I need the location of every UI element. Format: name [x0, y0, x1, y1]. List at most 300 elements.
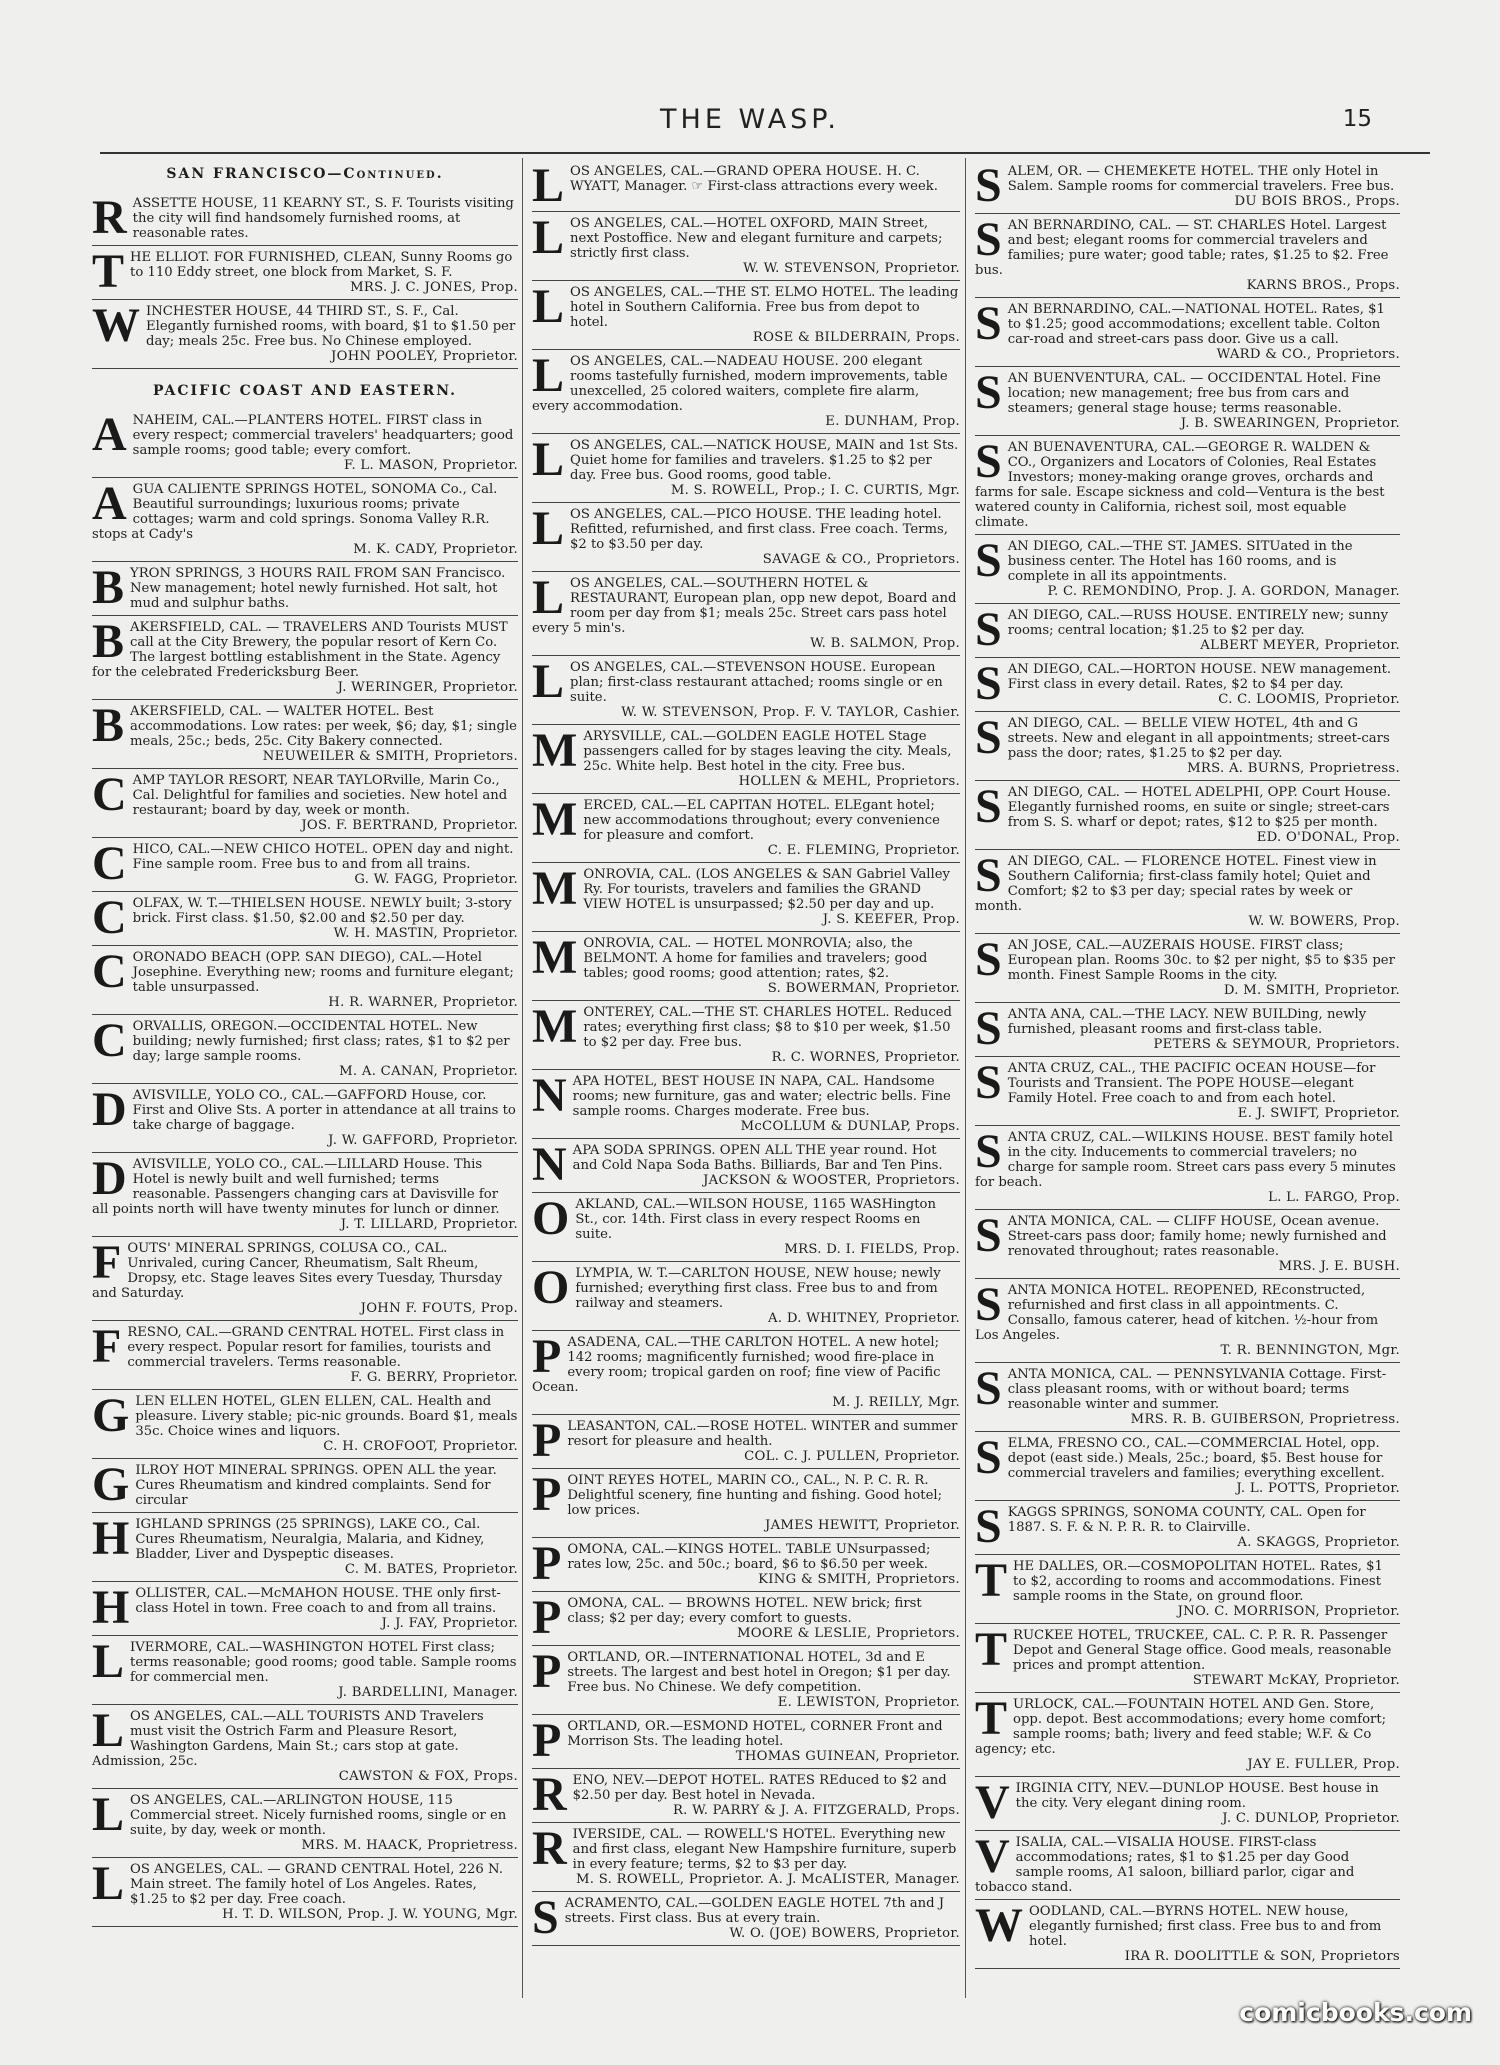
proprietor: W. B. SALMON, Prop.: [810, 636, 960, 651]
proprietor: D. M. SMITH, Proprietor.: [1223, 983, 1400, 998]
proprietor: STEWART McKAY, Proprietor.: [1192, 1673, 1400, 1688]
proprietor: J. T. LILLARD, Proprietor.: [340, 1217, 518, 1232]
listing-text: OMONA, CAL. — BROWNS HOTEL. NEW brick; first class; $2 per day; every comfort to guests.: [567, 1596, 922, 1626]
hotel-listing: [975, 160, 1400, 214]
listing-text: ORTLAND, OR.—INTERNATIONAL HOTEL, 3d and E streets. The largest and best hotel in Oregon; $1 per day. Free bus. No Chinese. We defy competition.: [567, 1650, 951, 1695]
hotel-listing: [532, 1715, 960, 1769]
proprietor: C. H. CROFOOT, Proprietor.: [323, 1439, 518, 1454]
drop-cap: L: [532, 434, 565, 486]
drop-cap: P: [532, 1415, 562, 1467]
listing-text: GUA CALIENTE SPRINGS HOTEL, SONOMA Co., Cal. Beautiful surroundings; luxurious rooms; private cottages; warm and cold springs. Sonoma Valley R.R. stops at Cady's: [92, 482, 498, 542]
listing-text: OINT REYES HOTEL, MARIN CO., CAL., N. P. C. R. R. Delightful scenery, fine hunting and fishing. Good hotel; low prices.: [567, 1473, 943, 1518]
listing-text: AN DIEGO, CAL. — BELLE VIEW HOTEL, 4th and G streets. New and elegant in all appointments; street-cars pass the door; rates, $1.25 to $2 per day.: [1007, 716, 1390, 761]
listing-text: AN BERNARDINO, CAL. — ST. CHARLES Hotel. Largest and best; elegant rooms for commercial travelers and families; pure water; good table; rates, $1.25 to $2. Free bus.: [975, 218, 1389, 278]
drop-cap: F: [92, 1321, 122, 1373]
hotel-listing: [975, 1693, 1400, 1777]
listing-text: ALEM, OR. — CHEMEKETE HOTEL. THE only Hotel in Salem. Sample rooms for commercial travelers. Free bus.: [1007, 164, 1395, 194]
hotel-listing: [975, 535, 1400, 604]
listing-text: ENO, NEV.—DEPOT HOTEL. RATES REduced to $2 and $2.50 per day. Best hotel in Nevada.: [572, 1773, 947, 1803]
hotel-listing: [975, 934, 1400, 1003]
drop-cap: P: [532, 1592, 562, 1644]
hotel-listing: [92, 1015, 518, 1084]
drop-cap: B: [92, 616, 125, 668]
listing-text: LEASANTON, CAL.—ROSE HOTEL. WINTER and summer resort for pleasure and health.: [567, 1419, 958, 1449]
hotel-listing: [532, 212, 960, 281]
column-divider: [522, 158, 523, 1998]
drop-cap: S: [975, 712, 1002, 764]
drop-cap: L: [92, 1858, 125, 1910]
proprietor: MRS. D. I. FIELDS, Prop.: [784, 1242, 960, 1257]
hotel-listing: [975, 1003, 1400, 1057]
listing-text: AMP TAYLOR RESORT, NEAR TAYLORville, Marin Co., Cal. Delightful for families and societies. New hotel and restaurant; board by day, week or month.: [132, 773, 508, 818]
listing-text: OODLAND, CAL.—BYRNS HOTEL. NEW house, elegantly furnished; first class. Free bus to and from hotel.: [1029, 1904, 1382, 1949]
listing-text: OS ANGELES, CAL.—GRAND OPERA HOUSE. H. C. WYATT, Manager. ☞ First-class attractions every week.: [570, 164, 938, 194]
drop-cap: L: [532, 350, 565, 402]
listing-text: APA HOTEL, BEST HOUSE IN NAPA, CAL. Handsome rooms; new furniture, gas and water; electric bells. Fine sample rooms. Charges moderate. Free bus.: [572, 1074, 951, 1119]
listing-text: LYMPIA, W. T.—CARLTON HOUSE, NEW house; newly furnished; everything first class. Free bus to and from railway and steamers.: [575, 1266, 941, 1311]
drop-cap: S: [975, 934, 1002, 986]
hotel-listing: [532, 1646, 960, 1715]
page-header: [0, 104, 1500, 144]
proprietor: MOORE & LESLIE, Proprietors.: [737, 1626, 960, 1641]
hotel-listing: [532, 1892, 960, 1946]
proprietor: A. SKAGGS, Proprietor.: [1237, 1535, 1400, 1550]
drop-cap: V: [975, 1777, 1010, 1829]
proprietor: M. J. REILLY, Mgr.: [832, 1395, 960, 1410]
header-rule: [100, 152, 1430, 154]
hotel-listing: [532, 1823, 960, 1892]
pacific-listings: [92, 409, 518, 1927]
drop-cap: S: [975, 436, 1002, 488]
drop-cap: L: [532, 503, 565, 555]
drop-cap: S: [975, 781, 1002, 833]
listing-text: HE ELLIOT. FOR FURNISHED, CLEAN, Sunny Rooms go to 110 Eddy street, one block from Market, S. F.: [130, 250, 513, 280]
hotel-listing: [92, 1237, 518, 1321]
listing-text: AVISVILLE, YOLO CO., CAL.—GAFFORD House, cor. First and Olive Sts. A porter in attendance at all trains to take charge of baggage.: [132, 1088, 516, 1133]
hotel-listing: [92, 409, 518, 478]
proprietor: CAWSTON & FOX, Props.: [338, 1769, 518, 1784]
proprietor: THOMAS GUINEAN, Proprietor.: [735, 1749, 960, 1764]
drop-cap: P: [532, 1646, 562, 1698]
listing-text: OS ANGELES, CAL.—PICO HOUSE. THE leading hotel. Refitted, refurnished, and first class. Free coach. Terms, $2 to $3.50 per day.: [570, 507, 948, 552]
drop-cap: B: [92, 700, 125, 752]
listing-text: HICO, CAL.—NEW CHICO HOTEL. OPEN day and night. Fine sample room. Free bus to and from all trains.: [132, 842, 514, 872]
hotel-listing: [532, 281, 960, 350]
hotel-listing: [532, 572, 960, 656]
proprietor: M. S. ROWELL, Prop.; I. C. CURTIS, Mgr.: [670, 483, 960, 498]
drop-cap: C: [92, 769, 127, 821]
hotel-listing: [532, 1070, 960, 1139]
drop-cap: S: [975, 1126, 1002, 1178]
listing-text: AN BUENVENTURA, CAL. — OCCIDENTAL Hotel. Fine location; new management; free bus from cars and steamers; general stage house; terms reasonable.: [1007, 371, 1381, 416]
hotel-listing: [975, 850, 1400, 934]
listing-text: OS ANGELES, CAL.—HOTEL OXFORD, MAIN Street, next Postoffice. New and elegant furniture and carpets; strictly first class.: [570, 216, 943, 261]
hotel-listing: [975, 781, 1400, 850]
proprietor: W. W. STEVENSON, Proprietor.: [743, 261, 960, 276]
listing-text: ACRAMENTO, CAL.—GOLDEN EAGLE HOTEL 7th and J streets. First class. Bus at every train.: [564, 1896, 945, 1926]
drop-cap: G: [92, 1459, 130, 1511]
drop-cap: R: [532, 1823, 567, 1875]
listing-text: ILROY HOT MINERAL SPRINGS. OPEN ALL the year. Cures Rheumatism and kindred complaints. Send for circular: [135, 1463, 497, 1508]
hotel-listing: [975, 1501, 1400, 1555]
proprietor: M. S. ROWELL, Proprietor. A. J. McALISTER, Manager.: [575, 1872, 960, 1887]
proprietor: JAMES HEWITT, Proprietor.: [764, 1518, 960, 1533]
listing-text: ANTA CRUZ, CAL., THE PACIFIC OCEAN HOUSE—for Tourists and Transient. The POPE HOUSE—elegant Family Hotel. Free coach to and from each hotel.: [1007, 1061, 1376, 1106]
listing-text: NAHEIM, CAL.—PLANTERS HOTEL. FIRST class in every respect; commercial travelers' headquarters; good sample rooms; good table; every comfort.: [132, 413, 514, 458]
hotel-listing: [92, 946, 518, 1015]
listing-text: AN DIEGO, CAL.—HORTON HOUSE. NEW management. First class in every detail. Rates, $2 to $4 per day.: [1007, 662, 1392, 692]
drop-cap: H: [92, 1582, 130, 1634]
listing-text: IGHLAND SPRINGS (25 SPRINGS), LAKE CO., Cal. Cures Rheumatism, Neuralgia, Malaria, and Kidney, Bladder, Liver and Dyspeptic diseases.: [135, 1517, 485, 1562]
listings: [975, 160, 1400, 1969]
proprietor: IRA R. DOOLITTLE & SON, Proprietors: [1124, 1949, 1400, 1964]
listing-text: OLLISTER, CAL.—McMAHON HOUSE. THE only first-class Hotel in town. Free coach to and from all trains.: [135, 1586, 501, 1616]
proprietor: NEUWEILER & SMITH, Proprietors.: [262, 749, 518, 764]
hotel-listing: [975, 1210, 1400, 1279]
drop-cap: S: [975, 850, 1002, 902]
drop-cap: L: [532, 212, 565, 264]
listing-text: ELMA, FRESNO CO., CAL.—COMMERCIAL Hotel, opp. depot (east side.) Meals, 25c.; board, $5. Best house for commercial travelers and families; everything excellent.: [1007, 1436, 1385, 1481]
drop-cap: O: [532, 1193, 570, 1245]
drop-cap: S: [975, 1279, 1002, 1331]
hotel-listing: [92, 478, 518, 562]
hotel-listing: [92, 616, 518, 700]
proprietor: J. S. KEEFER, Prop.: [822, 912, 960, 927]
drop-cap: N: [532, 1139, 567, 1191]
drop-cap: D: [92, 1084, 127, 1136]
proprietor: JACKSON & WOOSTER, Proprietors.: [703, 1173, 960, 1188]
page-number: 15: [1342, 106, 1372, 132]
drop-cap: D: [92, 1153, 127, 1205]
proprietor: C. C. LOOMIS, Proprietor.: [1218, 692, 1400, 707]
drop-cap: S: [975, 160, 1002, 212]
listing-text: AN BERNARDINO, CAL.—NATIONAL HOTEL. Rates, $1 to $1.25; good accommodations; excellent table. Colton car-road and street-cars pass door. Give us a call.: [1007, 302, 1385, 347]
drop-cap: C: [92, 1015, 127, 1067]
hotel-listing: [92, 1084, 518, 1153]
proprietor: P. C. REMONDINO, Prop. J. A. GORDON, Manager.: [1047, 584, 1400, 599]
listing-text: AN DIEGO, CAL.—THE ST. JAMES. SITUated in the business center. The Hotel has 160 rooms, and is complete in all its appointments.: [1007, 539, 1353, 584]
drop-cap: M: [532, 932, 578, 984]
hotel-listing: [975, 367, 1400, 436]
listing-text: ONROVIA, CAL. — HOTEL MONROVIA; also, the BELMONT. A home for families and travelers; good tables; good rooms; good attention; rates, $2.: [583, 936, 928, 981]
drop-cap: P: [532, 1469, 562, 1521]
hotel-listing: [532, 160, 960, 212]
proprietor: J. BARDELLINI, Manager.: [338, 1685, 518, 1700]
proprietor: J. J. FAY, Proprietor.: [381, 1616, 518, 1631]
drop-cap: S: [975, 535, 1002, 587]
listing-text: ORTLAND, OR.—ESMOND HOTEL, CORNER Front and Morrison Sts. The leading hotel.: [567, 1719, 943, 1749]
drop-cap: V: [975, 1831, 1010, 1883]
hotel-listing: [975, 436, 1400, 535]
listing-text: OS ANGELES, CAL.—NADEAU HOUSE. 200 elegant rooms tastefully furnished, modern improvements, table unexcelled, 25 colored waiters, complete fire alarm, every accommodation.: [532, 354, 948, 414]
listing-text: OS ANGELES, CAL.—ARLINGTON HOUSE, 115 Commercial street. Nicely furnished rooms, single or en suite, by day, week or month.: [130, 1793, 507, 1838]
proprietor: J. W. GAFFORD, Proprietor.: [328, 1133, 518, 1148]
column-divider: [965, 158, 966, 1998]
drop-cap: R: [92, 192, 127, 244]
drop-cap: S: [532, 1892, 559, 1944]
hotel-listing: [92, 1459, 518, 1513]
sf-listings: [92, 192, 518, 369]
listing-text: ANTA MONICA HOTEL. REOPENED, REconstructed, refurnished and first class in all appointments. C. Consallo, famous caterer, head of kitchen. ½-hour from Los Angeles.: [975, 1283, 1379, 1343]
proprietor: DU BOIS BROS., Props.: [1234, 194, 1400, 209]
drop-cap: S: [975, 214, 1002, 266]
hotel-listing: [92, 892, 518, 946]
listing-text: ONROVIA, CAL. (LOS ANGELES & SAN Gabriel Valley Ry. For tourists, travelers and families the GRAND VIEW HOTEL is unsurpassed; $2.50 per day and up.: [583, 867, 950, 912]
proprietor: R. C. WORNES, Proprietor.: [771, 1050, 960, 1065]
hotel-listing: [92, 246, 518, 300]
drop-cap: T: [975, 1693, 1008, 1745]
drop-cap: P: [532, 1538, 562, 1590]
drop-cap: M: [532, 863, 578, 915]
drop-cap: P: [532, 1331, 562, 1383]
listing-text: OS ANGELES, CAL.—THE ST. ELMO HOTEL. The leading hotel in Southern California. Free bus from depot to hotel.: [570, 285, 959, 330]
proprietor: W. O. (JOE) BOWERS, Proprietor.: [729, 1926, 960, 1941]
hotel-listing: [975, 712, 1400, 781]
hotel-listing: [92, 1513, 518, 1582]
hotel-listing: [92, 1582, 518, 1636]
listing-text: AVISVILLE, YOLO CO., CAL.—LILLARD House. This Hotel is newly built and well furnished; terms reasonable. Passengers changing cars at Davisville for all points north will have twenty minutes for lunch or dinner.: [92, 1157, 500, 1217]
hotel-listing: [92, 769, 518, 838]
drop-cap: M: [532, 725, 578, 777]
column-1: [92, 160, 518, 2000]
drop-cap: C: [92, 946, 127, 998]
drop-cap: S: [975, 367, 1002, 419]
drop-cap: L: [532, 281, 565, 333]
listing-text: RUCKEE HOTEL, TRUCKEE, CAL. C. P. R. R. Passenger Depot and General Stage office. Good meals, reasonable prices and prompt attention.: [1013, 1628, 1392, 1673]
proprietor: H. T. D. WILSON, Prop. J. W. YOUNG, Mgr.: [222, 1907, 518, 1922]
proprietor: KARNS BROS., Props.: [1246, 278, 1400, 293]
hotel-listing: [92, 1789, 518, 1858]
drop-cap: L: [532, 656, 565, 708]
proprietor: JOHN POOLEY, Proprietor.: [331, 349, 518, 364]
drop-cap: S: [975, 1432, 1002, 1484]
listing-text: URLOCK, CAL.—FOUNTAIN HOTEL AND Gen. Store, opp. depot. Best accommodations; every home comfort; sample rooms; bath; livery and feed stable; W.F. & Co agency; etc.: [975, 1697, 1387, 1757]
listing-text: AN BUENAVENTURA, CAL.—GEORGE R. WALDEN & CO., Organizers and Locators of Colonies, Real Estates Investors; money-making orange groves, orchards and farms for sale. Escape sickness and cold—Ventura is the best watered county in California, richest soil, most equable climate.: [975, 440, 1385, 530]
proprietor: MRS. M. HAACK, Proprietress.: [301, 1838, 518, 1853]
drop-cap: S: [975, 658, 1002, 710]
hotel-listing: [532, 503, 960, 572]
hotel-listing: [975, 1555, 1400, 1624]
proprietor: J. WERINGER, Proprietor.: [337, 680, 518, 695]
drop-cap: L: [92, 1705, 125, 1757]
page-title: THE WASP.: [660, 104, 840, 135]
proprietor: W. W. STEVENSON, Prop. F. V. TAYLOR, Cashier.: [621, 705, 960, 720]
drop-cap: H: [92, 1513, 130, 1565]
listing-text: AKERSFIELD, CAL. — TRAVELERS AND Tourists MUST call at the City Brewery, the popular resort of Kern Co. The largest bottling establishment in the State. Agency for the celebrated Fredericksburg Beer.: [92, 620, 508, 680]
hotel-listing: [92, 700, 518, 769]
hotel-listing: [532, 1262, 960, 1331]
listing-text: LEN ELLEN HOTEL, GLEN ELLEN, CAL. Health and pleasure. Livery stable; pic-nic grounds. Board $1, meals 35c. Choice wines and liquors.: [135, 1394, 518, 1439]
hotel-listing: [532, 1001, 960, 1070]
proprietor: HOLLEN & MEHL, Proprietors.: [738, 774, 960, 789]
hotel-listing: [532, 863, 960, 932]
hotel-listing: [92, 1153, 518, 1237]
drop-cap: S: [975, 1501, 1002, 1553]
hotel-listing: [975, 1126, 1400, 1210]
listing-text: OS ANGELES, CAL.—ALL TOURISTS AND Travelers must visit the Ostrich Farm and Pleasure Resort, Washington Gardens, Main St.; cars stop at gate. Admission, 25c.: [92, 1709, 484, 1769]
listing-text: ANTA MONICA, CAL. — PENNSYLVANIA Cottage. First-class pleasant rooms, with or without board; terms reasonable winter and summer.: [1007, 1367, 1387, 1412]
hotel-listing: [975, 1057, 1400, 1126]
drop-cap: T: [975, 1555, 1008, 1607]
drop-cap: N: [532, 1070, 567, 1122]
drop-cap: L: [532, 160, 565, 212]
proprietor: A. D. WHITNEY, Proprietor.: [768, 1311, 960, 1326]
proprietor: H. R. WARNER, Proprietor.: [328, 995, 518, 1010]
listing-text: IRGINIA CITY, NEV.—DUNLOP HOUSE. Best house in the city. Very elegant dining room.: [1015, 1781, 1379, 1811]
hotel-listing: [92, 1390, 518, 1459]
proprietor: WARD & CO., Proprietors.: [1216, 347, 1400, 362]
column-2: [532, 160, 960, 2000]
drop-cap: S: [975, 1057, 1002, 1109]
hotel-listing: [532, 1193, 960, 1262]
listing-text: AKERSFIELD, CAL. — WALTER HOTEL. Best accommodations. Low rates: per week, $6; day, $1; single meals, 25c.; beds, 25c. City Bakery connected.: [130, 704, 517, 749]
listing-text: ASADENA, CAL.—THE CARLTON HOTEL. A new hotel; 142 rooms; magnificently furnished; wood fire-place in every room; tropical garden on roof; fine view of Pacific Ocean.: [532, 1335, 941, 1395]
listing-text: YRON SPRINGS, 3 HOURS RAIL FROM SAN Francisco. New management; hotel newly furnished. Hot salt, hot mud and sulphur baths.: [130, 566, 506, 611]
hotel-listing: [975, 1900, 1400, 1969]
listing-text: APA SODA SPRINGS. OPEN ALL THE year round. Hot and Cold Napa Soda Baths. Billiards, Bar and Ten Pins.: [572, 1143, 943, 1173]
proprietor: SAVAGE & CO., Proprietors.: [762, 552, 960, 567]
drop-cap: S: [975, 1210, 1002, 1262]
proprietor: E. J. SWIFT, Proprietor.: [1237, 1106, 1400, 1121]
hotel-listing: [975, 658, 1400, 712]
proprietor: JOS. F. BERTRAND, Proprietor.: [301, 818, 518, 833]
hotel-listing: [975, 1363, 1400, 1432]
hotel-listing: [532, 1592, 960, 1646]
proprietor: ROSE & BILDERRAIN, Props.: [752, 330, 960, 345]
drop-cap: W: [975, 1900, 1023, 1952]
drop-cap: C: [92, 892, 127, 944]
proprietor: J. C. DUNLOP, Proprietor.: [1222, 1811, 1400, 1826]
hotel-listing: [532, 1331, 960, 1415]
hotel-listing: [975, 298, 1400, 367]
proprietor: M. K. CADY, Proprietor.: [353, 542, 518, 557]
drop-cap: G: [92, 1390, 130, 1442]
listing-text: OS ANGELES, CAL.—STEVENSON HOUSE. European plan; first-class restaurant attached; rooms single or en suite.: [570, 660, 943, 705]
proprietor: F. G. BERRY, Proprietor.: [350, 1370, 518, 1385]
drop-cap: R: [532, 1769, 567, 1821]
drop-cap: B: [92, 562, 125, 614]
drop-cap: L: [532, 572, 565, 624]
proprietor: S. BOWERMAN, Proprietor.: [767, 981, 960, 996]
hotel-listing: [975, 1432, 1400, 1501]
drop-cap: S: [975, 1003, 1002, 1055]
listing-text: INCHESTER HOUSE, 44 THIRD ST., S. F., Cal. Elegantly furnished rooms, with board, $1 to $1.50 per day; meals 25c. Free bus. No Chinese employed.: [146, 304, 516, 349]
proprietor: JNO. C. MORRISON, Proprietor.: [1177, 1604, 1400, 1619]
listing-text: AN DIEGO, CAL. — HOTEL ADELPHI, OPP. Court House. Elegantly furnished rooms, en suite or single; street-cars from S. S. wharf or depot; rates, $12 to $25 per month.: [1007, 785, 1391, 830]
drop-cap: F: [92, 1237, 122, 1289]
proprietor: E. LEWISTON, Proprietor.: [777, 1695, 960, 1710]
listing-text: OLFAX, W. T.—THIELSEN HOUSE. NEWLY built; 3-story brick. First class. $1.50, $2.00 and $2.50 per day.: [132, 896, 512, 926]
proprietor: MRS. R. B. GUIBERSON, Proprietress.: [1130, 1412, 1400, 1427]
listing-text: IVERSIDE, CAL. — ROWELL'S HOTEL. Everything new and first class, elegant New Hampshire furniture, superb in every feature; terms, $2 to $3 per day.: [572, 1827, 957, 1872]
listing-text: OUTS' MINERAL SPRINGS, COLUSA CO., CAL. Unrivaled, curing Cancer, Rheumatism, Salt Rheum, Dropsy, etc. Stage leaves Sites every Tuesday, Thursday and Saturday.: [92, 1241, 503, 1301]
hotel-listing: [532, 1415, 960, 1469]
hotel-listing: [532, 725, 960, 794]
proprietor: KING & SMITH, Proprietors.: [758, 1572, 960, 1587]
section-heading-pacific: PACIFIC COAST AND EASTERN.: [153, 383, 457, 399]
drop-cap: C: [92, 838, 127, 890]
hotel-listing: [532, 1139, 960, 1193]
proprietor: MRS. A. BURNS, Proprietress.: [1187, 761, 1400, 776]
section-heading-sf: SAN FRANCISCO—Continued.: [166, 166, 444, 182]
listing-text: ANTA ANA, CAL.—THE LACY. NEW BUILDing, newly furnished, pleasant rooms and first-class table.: [1007, 1007, 1367, 1037]
hotel-listing: [975, 1624, 1400, 1693]
proprietor: G. W. FAGG, Proprietor.: [354, 872, 518, 887]
listing-text: AN DIEGO, CAL. — FLORENCE HOTEL. Finest view in Southern California; first-class family hotel; Quiet and Comfort; $2 to $3 per day; special rates by week or month.: [975, 854, 1377, 914]
listing-text: ISALIA, CAL.—VISALIA HOUSE. FIRST-class accommodations; rates, $1 to $1.25 per day Good sample rooms, A1 saloon, billiard parlor, cigar and tobacco stand.: [975, 1835, 1355, 1895]
drop-cap: P: [532, 1715, 562, 1767]
listing-text: OS ANGELES, CAL.—SOUTHERN HOTEL & RESTAURANT, European plan, opp new depot, Board and room per day from $1; meals 25c. Street cars pass hotel every 5 min's.: [532, 576, 957, 636]
hotel-listing: [532, 350, 960, 434]
hotel-listing: [532, 1769, 960, 1823]
proprietor: J. B. SWEARINGEN, Proprietor.: [1180, 416, 1400, 431]
drop-cap: S: [975, 298, 1002, 350]
hotel-listing: [532, 434, 960, 503]
listing-text: ORVALLIS, OREGON.—OCCIDENTAL HOTEL. New building; newly furnished; first class; rates, $1 to $2 per day; large sample rooms.: [132, 1019, 510, 1064]
hotel-listing: [92, 300, 518, 369]
proprietor: F. L. MASON, Proprietor.: [344, 458, 518, 473]
watermark: comicbooks.com: [1239, 1998, 1472, 2027]
proprietor: M. A. CANAN, Proprietor.: [339, 1064, 518, 1079]
listing-text: KAGGS SPRINGS, SONOMA COUNTY, CAL. Open for 1887. S. F. & N. P. R. R. to Clairville.: [1007, 1505, 1366, 1535]
listings: [532, 160, 960, 1946]
listing-text: AN DIEGO, CAL.—RUSS HOUSE. ENTIRELY new; sunny rooms; central location; $1.25 to $2 per day.: [1007, 608, 1389, 638]
hotel-listing: [532, 794, 960, 863]
drop-cap: T: [92, 246, 125, 298]
drop-cap: M: [532, 794, 578, 846]
listing-text: OS ANGELES, CAL. — GRAND CENTRAL Hotel, 226 N. Main street. The family hotel of Los Angeles. Rates, $1.25 to $2 per day. Free coach.: [130, 1862, 503, 1907]
hotel-listing: [92, 562, 518, 616]
hotel-listing: [532, 1538, 960, 1592]
hotel-listing: [92, 1858, 518, 1927]
proprietor: T. R. BENNINGTON, Mgr.: [1220, 1343, 1400, 1358]
listing-text: ASSETTE HOUSE, 11 KEARNY ST., S. F. Tourists visiting the city will find handsomely furnished rooms, at reasonable rates.: [132, 196, 514, 241]
listing-text: AN JOSE, CAL.—AUZERAIS HOUSE. FIRST class; European plan. Rooms 30c. to $2 per night, $5 to $35 per month. Finest Sample Rooms in the city.: [1007, 938, 1395, 983]
proprietor: C. E. FLEMING, Proprietor.: [767, 843, 960, 858]
hotel-listing: [532, 932, 960, 1001]
drop-cap: O: [532, 1262, 570, 1314]
listing-text: HE DALLES, OR.—COSMOPOLITAN HOTEL. Rates, $1 to $2, according to rooms and accommodations. Finest sample rooms in the State, on ground floor.: [1013, 1559, 1383, 1604]
proprietor: MRS. J. E. BUSH.: [1278, 1259, 1400, 1274]
drop-cap: A: [92, 478, 127, 530]
hotel-listing: [92, 1636, 518, 1705]
proprietor: JOHN F. FOUTS, Prop.: [360, 1301, 518, 1316]
proprietor: JAY E. FULLER, Prop.: [1247, 1757, 1400, 1772]
proprietor: ALBERT MEYER, Proprietor.: [1200, 638, 1400, 653]
proprietor: C. M. BATES, Proprietor.: [344, 1562, 518, 1577]
proprietor: MRS. J. C. JONES, Prop.: [350, 280, 518, 295]
proprietor: COL. C. J. PULLEN, Proprietor.: [744, 1449, 960, 1464]
listing-text: OMONA, CAL.—KINGS HOTEL. TABLE UNsurpassed; rates low, 25c. and 50c.; board, $6 to $6.50 per week.: [567, 1542, 931, 1572]
drop-cap: M: [532, 1001, 578, 1053]
proprietor: J. L. POTTS, Proprietor.: [1236, 1481, 1400, 1496]
drop-cap: S: [975, 604, 1002, 656]
listing-text: IVERMORE, CAL.—WASHINGTON HOTEL First class; terms reasonable; good rooms; good table. Sample rooms for commercial men.: [130, 1640, 517, 1685]
drop-cap: L: [92, 1789, 125, 1841]
hotel-listing: [92, 838, 518, 892]
listing-text: ONTEREY, CAL.—THE ST. CHARLES HOTEL. Reduced rates; everything first class; $8 to $10 per week, $1.50 to $2 per day. Free bus.: [583, 1005, 952, 1050]
proprietor: ED. O'DONAL, Prop.: [1256, 830, 1400, 845]
drop-cap: A: [92, 409, 127, 461]
proprietor: L. L. FARGO, Prop.: [1268, 1190, 1400, 1205]
proprietor: W. H. MASTIN, Proprietor.: [333, 926, 518, 941]
listing-text: ANTA CRUZ, CAL.—WILKINS HOUSE. BEST family hotel in the city. Inducements to commercial travelers; no charge for sample room. Street cars pass every 5 minutes for beach.: [975, 1130, 1396, 1190]
listing-text: AKLAND, CAL.—WILSON HOUSE, 1165 WASHington St., cor. 14th. First class in every respect Rooms en suite.: [575, 1197, 936, 1242]
hotel-listing: [92, 1705, 518, 1789]
drop-cap: W: [92, 300, 140, 352]
hotel-listing: [92, 1321, 518, 1390]
hotel-listing: [975, 1831, 1400, 1900]
